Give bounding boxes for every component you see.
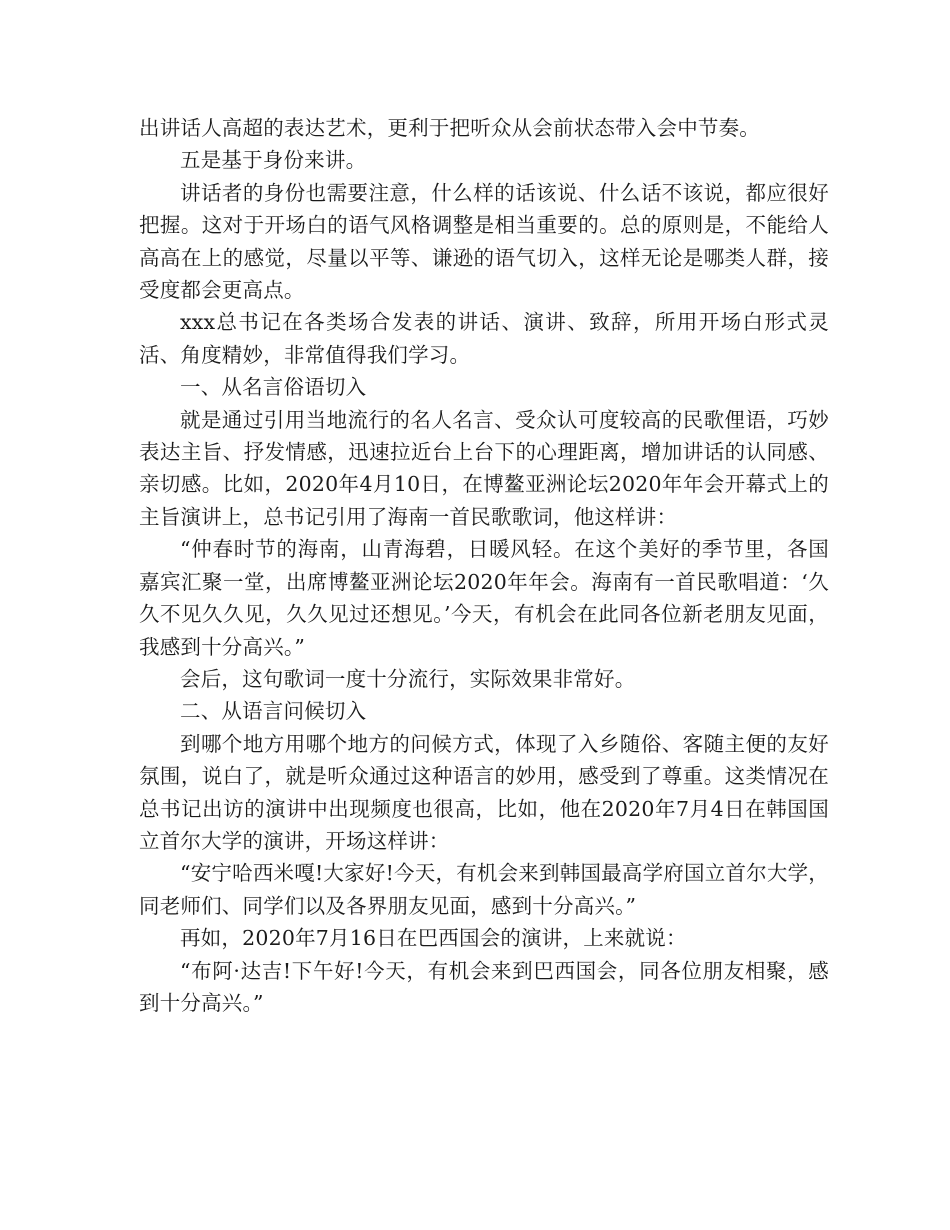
- section-heading: 二、从语言问候切入: [180, 699, 367, 724]
- section-heading: 一、从名言俗语切入: [180, 375, 367, 400]
- document-body: [139, 112, 829, 1019]
- paragraph: 五是基于身份来讲。: [180, 148, 367, 173]
- paragraph: 讲话者的身份也需要注意，什么样的话该说、什么话不该说，都应很好把握。这对于开场白的语气风格调整是相当重要的。总的原则是，不能给人高高在上的感觉，尽量以平等、谦逊的语气切入，这样无论是哪类人群，接受度都会更高点。: [139, 180, 829, 303]
- paragraph: 到哪个地方用哪个地方的问候方式，体现了入乡随俗、客随主便的友好氛围，说白了，就是听众通过这种语言的妙用，感受到了尊重。这类情况在总书记出访的演讲中出现频度也很高，比如，他在2020年7月4日在韩国国立首尔大学的演讲，开场这样讲：: [139, 731, 829, 853]
- paragraph: 会后，这句歌词一度十分流行，实际效果非常好。: [180, 666, 636, 691]
- quote-paragraph: “布阿·达吉!下午好!今天，有机会来到巴西国会，同各位朋友相聚，感到十分高兴。”: [139, 958, 829, 1015]
- quote-paragraph: “仲春时节的海南，山青海碧，日暖风轻。在这个美好的季节里，各国嘉宾汇聚一堂，出席博鳌亚洲论坛2020年年会。海南有一首民歌唱道：‘久久不见久久见，久久见过还想见。’今天，有机会在此同各位新老朋友见面，我感到十分高兴。”: [139, 537, 829, 659]
- quote-paragraph: “安宁哈西米嘎!大家好!今天，有机会来到韩国最高学府国立首尔大学，同老师们、同学们以及各界朋友见面，感到十分高兴。”: [139, 861, 829, 918]
- paragraph: 出讲话人高超的表达艺术，更利于把听众从会前状态带入会中节奏。: [139, 116, 760, 140]
- paragraph: xxx总书记在各类场合发表的讲话、演讲、致辞，所用开场白形式灵活、角度精妙，非常值得我们学习。: [139, 310, 829, 367]
- paragraph: 就是通过引用当地流行的名人名言、受众认可度较高的民歌俚语，巧妙表达主旨、抒发情感，迅速拉近台上台下的心理距离，增加讲话的认同感、亲切感。比如，2020年4月10日，在博鳌亚洲论坛2020年年会开幕式上的主旨演讲上，总书记引用了海南一首民歌歌词，他这样讲：: [139, 407, 829, 529]
- paragraph: 再如，2020年7月16日在巴西国会的演讲，上来就说：: [180, 926, 687, 951]
